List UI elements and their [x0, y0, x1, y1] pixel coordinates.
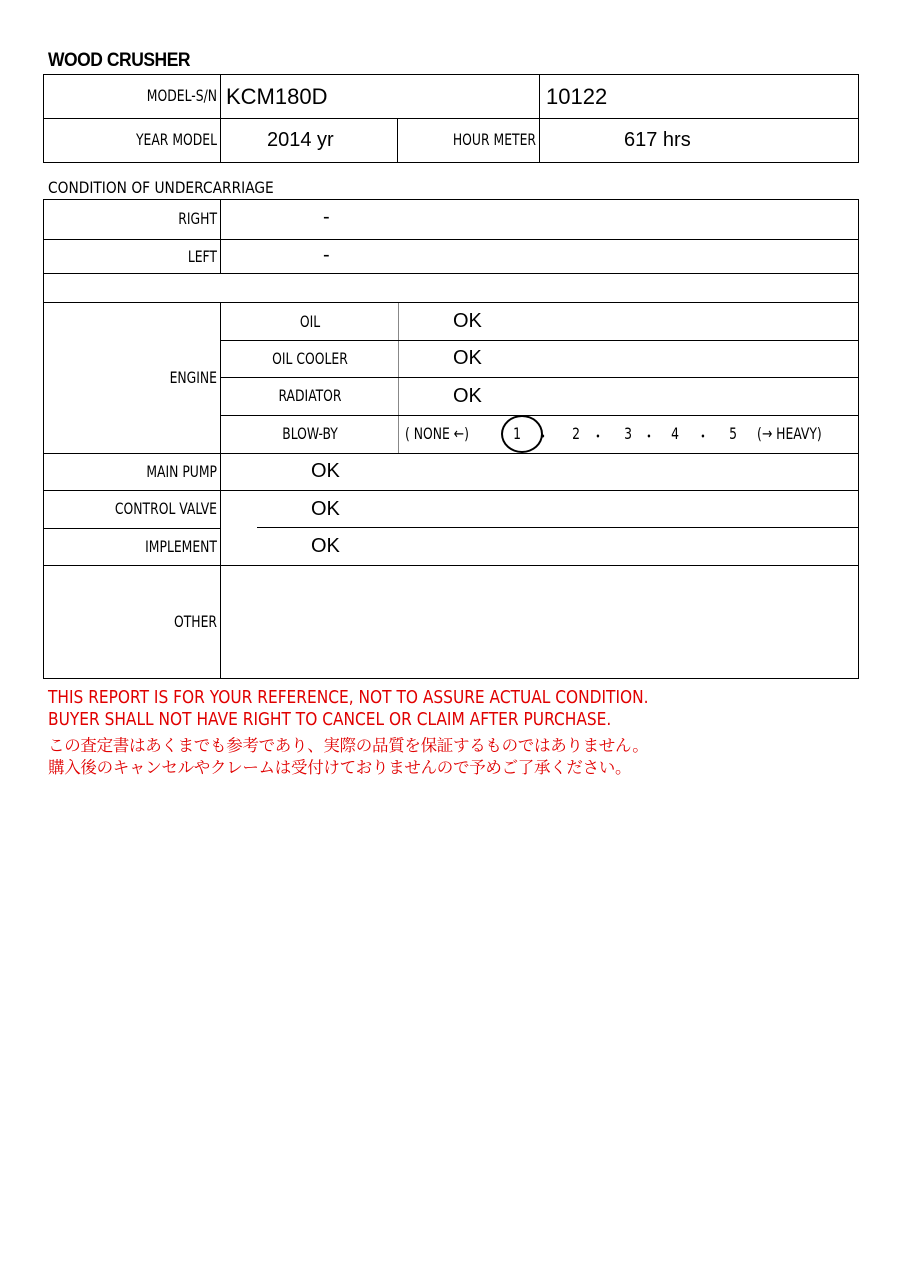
year-model-value: 2014 yr [267, 129, 334, 151]
undercarriage-section-title: CONDITION OF UNDERCARRIAGE [48, 178, 274, 197]
left-label: LEFT [187, 247, 217, 266]
oil-cooler-value: OK [453, 347, 482, 369]
blow-by-heavy: (→ HEAVY) [757, 424, 822, 443]
divider [220, 74, 221, 163]
divider [220, 199, 221, 274]
blow-by-level-1: 1 [513, 424, 521, 443]
radiator-label: RADIATOR [278, 386, 342, 405]
disclaimer-line-3: この査定書はあくまでも参考であり、実際の品質を保証するものではありません。 [48, 736, 649, 755]
year-model-label: YEAR MODEL [135, 130, 217, 149]
blow-by-separator: ･ [645, 427, 653, 446]
engine-label: ENGINE [169, 368, 217, 387]
divider [220, 377, 859, 378]
main-pump-value: OK [311, 460, 340, 482]
right-label: RIGHT [178, 209, 217, 228]
other-label: OTHER [173, 612, 217, 631]
divider [43, 490, 859, 491]
oil-label: OIL [299, 312, 321, 331]
divider [43, 273, 859, 274]
implement-label: IMPLEMENT [145, 537, 217, 556]
document-title: WOOD CRUSHER [48, 50, 191, 71]
divider [43, 118, 859, 119]
right-value: - [323, 206, 330, 228]
oil-cooler-label: OIL COOLER [272, 349, 348, 368]
divider [43, 528, 221, 529]
main-pump-label: MAIN PUMP [146, 462, 217, 481]
divider [539, 74, 540, 163]
divider [397, 118, 398, 163]
radiator-value: OK [453, 385, 482, 407]
divider [43, 453, 859, 454]
control-valve-value: OK [311, 498, 340, 520]
model-value: KCM180D [226, 84, 328, 109]
disclaimer-line-2: BUYER SHALL NOT HAVE RIGHT TO CANCEL OR CLAIM AFTER PURCHASE. [48, 710, 612, 730]
blow-by-separator: ･ [539, 427, 547, 446]
divider [220, 415, 859, 416]
divider [220, 340, 859, 341]
blow-by-level-4: 4 [671, 424, 679, 443]
control-valve-label: CONTROL VALVE [114, 499, 217, 518]
disclaimer-line-1: THIS REPORT IS FOR YOUR REFERENCE, NOT TO ASSURE ACTUAL CONDITION. [48, 688, 649, 708]
hour-meter-label: HOUR METER [452, 130, 536, 149]
disclaimer-line-4: 購入後のキャンセルやクレームは受付けておりませんので予めご了承ください。 [48, 758, 632, 777]
model-sn-label: MODEL-S/N [146, 86, 217, 105]
implement-value: OK [311, 535, 340, 557]
blow-by-none: ( NONE ←) [405, 424, 469, 443]
blow-by-label: BLOW-BY [282, 424, 338, 443]
blow-by-separator: ･ [699, 427, 707, 446]
divider [43, 565, 859, 566]
divider [43, 239, 859, 240]
blow-by-level-2: 2 [572, 424, 580, 443]
blow-by-level-3: 3 [624, 424, 632, 443]
selected-level-circle [501, 415, 543, 453]
divider [398, 303, 399, 453]
oil-value: OK [453, 310, 482, 332]
left-value: - [323, 244, 330, 266]
blow-by-separator: ･ [594, 427, 602, 446]
hour-meter-value: 617 hrs [624, 129, 691, 151]
serial-value: 10122 [546, 84, 608, 109]
divider [257, 527, 859, 528]
blow-by-level-5: 5 [729, 424, 737, 443]
